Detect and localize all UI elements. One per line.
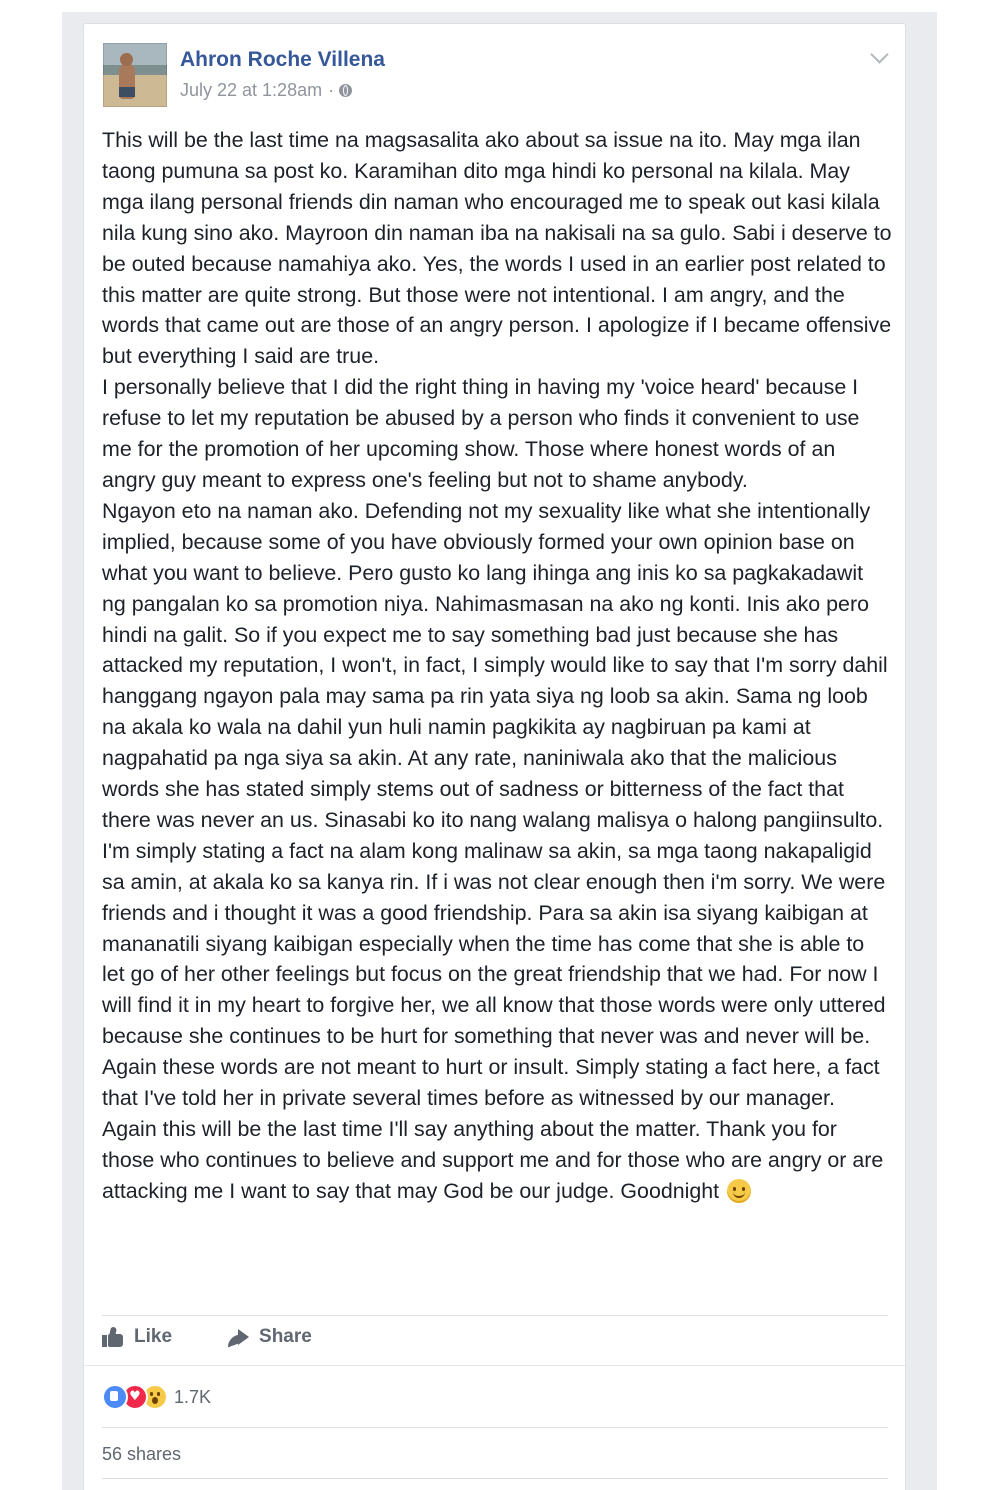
like-button[interactable] [102, 1326, 172, 1348]
like-label: Like [134, 1326, 173, 1347]
thumbs-up-icon [102, 1327, 124, 1347]
like-reaction-icon [102, 1384, 128, 1410]
post-body [102, 125, 892, 1207]
share-button[interactable] [227, 1326, 312, 1348]
divider [84, 1365, 905, 1366]
share-arrow-icon [227, 1328, 249, 1346]
reaction-count[interactable]: 1.7K [174, 1386, 212, 1407]
post-timestamp[interactable]: July 22 at 1:28am [180, 80, 323, 100]
globe-icon[interactable] [339, 84, 352, 97]
post-paragraph [102, 496, 892, 1207]
action-bar [102, 1326, 312, 1348]
reactions-summary[interactable] [102, 1384, 211, 1410]
post-paragraph: This will be the last time na magsasalita ako about sa issue na ito. May mga ilan taong pumuna sa post ko. Karamihan dito mga hindi ko personal na kilala. May mga ilang personal friends din naman who encouraged me to speak out kasi kilala nila kung sino ako. Mayroon din naman iba na nakisali na sa gulo. Sabi i deserve to be outed because namahiya ako. Yes, the words I used in an earlier post related to this matter are quite strong. But those were not intentional. I am angry, and the words that came out are those of an angry person. I apologize if I became offensive but everything I said are true. [102, 128, 892, 369]
author-name[interactable]: Ahron Roche Villena [180, 48, 385, 71]
post-paragraph-text: Ngayon eto na naman ako. Defending not my sexuality like what she intentionally implied, because some of you have obviously formed your own opinion base on what you want to believe. Pero gusto ko lang ihinga ang inis ko sa pagkakadawit ng pangalan ko sa promotion niya. Nahimasmasan na ako ng konti. Inis ako pero hindi na galit. So if you expect me to say something bad just because she has attacked my reputation, I won't, in fact, I simply would like to say that I'm sorry dahil hanggang ngayon pala may sama pa rin yata siya ng loob sa akin. Sama ng loob na akala ko wala na dahil yun huli namin pagkikita ay nagbiruan pa kami at nagpahatid pa nga siya sa akin. At any rate, naniniwala ako that the malicious words she has stated simply stems out of sadness or bitterness of the fact that there was never an us. Sinasabi ko ito nang walang malisya o halong pangiinsulto. I'm simply stating a fact na alam kong malinaw sa akin, sa mga taong nakapaligid sa amin, at akala ko sa kanya rin. If i was not clear enough then i'm sorry. We were friends and i thought it was a good friendship. Para sa akin isa siyang kaibigan at mananatili siyang kaibigan especially when the time has come that she is able to let go of her other feelings but focus on the great friendship that we had. For now I will find it in my heart to forgive her, we all know that those words were only uttered because she continues to be hurt for something that never was and never will be. Again these words are not meant to hurt or insult. Simply stating a fact here, a fact that I've told her in private several times before as witnessed by our manager. Again this will be the last time I'll say anything about the matter. Thank you for those who continues to believe and support me and for those who are angry or are attacking me I want to say that may God be our judge. Goodnight [102, 498, 888, 1203]
share-label: Share [259, 1326, 312, 1347]
post-paragraph: I personally believe that I did the right thing in having my 'voice heard' because I refuse to let my reputation be abused by a person who finds it convenient to use me for the promotion of her upcoming show. Those where honest words of an angry guy meant to express one's feeling but not to shame anybody. [102, 375, 860, 492]
post-card [83, 23, 906, 1490]
divider [102, 1478, 888, 1479]
divider [102, 1315, 888, 1316]
avatar[interactable] [103, 43, 167, 107]
divider [102, 1427, 888, 1428]
smile-icon [727, 1179, 751, 1203]
chevron-down-icon[interactable] [870, 45, 888, 63]
meta-separator: · [328, 80, 335, 100]
shares-count[interactable]: 56 shares [102, 1444, 182, 1464]
post-meta [180, 80, 352, 101]
